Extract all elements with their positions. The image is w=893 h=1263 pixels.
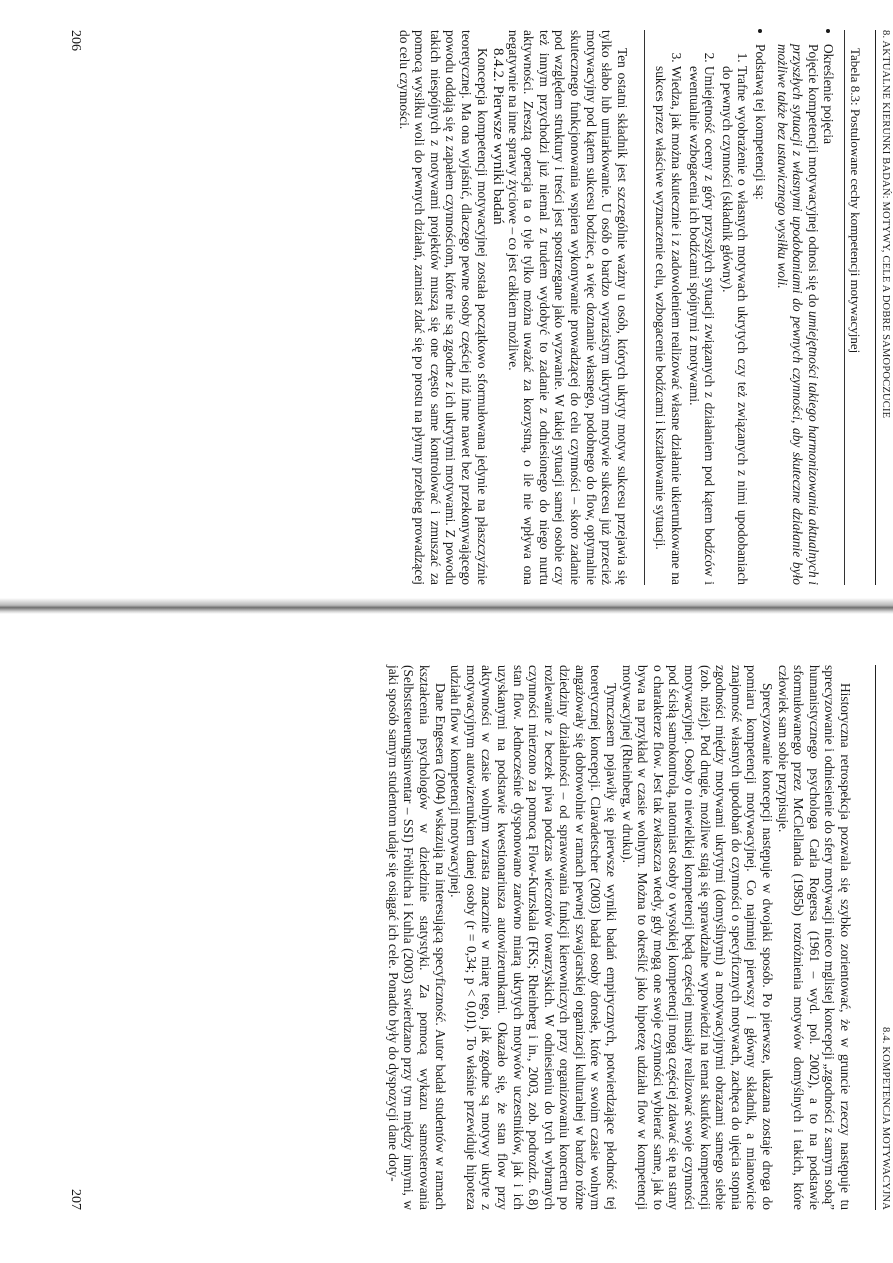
definition-text: Pojęcie kompetencji motywacyjnej odnosi się do [805, 44, 821, 312]
paragraph: Dane Engesera (2004) wskazują na interesującą specyficzność. Autor badał studentów w ramach kształcenia psychologów w dziedzinie statystyki. Za pomocą wykazu samosterowania (Selbststeuerungsinventar – SSI) Fröhlicha i Kuhla (2003) stwierdzano przy tym między innymi, w jaki sposób samym studentom udaje się osiągać ich cele. Ponadto były do dyspozycji dane doty- [385, 665, 448, 1210]
right-text-column [385, 665, 853, 1210]
table-bullets [653, 30, 837, 585]
section-title: 8.4.2. Pierwsze wyniki badań [490, 48, 507, 225]
right-page [51, 650, 893, 1230]
table-bullet-basis [653, 44, 768, 585]
paragraph: Sprecyzowanie koncepcji następuje w dwojaki sposób. Po pierwsze, ukazana zostaje droga do pomiaru kompetencji motywacyjnej. Co najmniej pierwszy i główny składnik, a mianowicie znajomość własnych upodobań do czynności o specyficznych motywach, zachęca do ujęcia stopnia zgodności między motywami ukrytymi (domyślnymi) a motywacyjnymi obrazami samego siebie (zob. niżej). Pod drugie, możliwe stają się sprawdzalne wypowiedzi na temat skutków kompetencji motywacyjnej. Osoby o niewielkiej kompetencji będą częściej musiały realizować swoje czynności pod ścisłą samokontrolą, natomiast osoby o wysokiej kompetencji mogą częściej zdawać się na stany o charakterze flow. Jest tak zwłaszcza wtedy, gdy mogą one swoje czynności wybierać same, jak to bywa na przykład w czasie wolnym. Można to określić jako hipotezę udziału flow w kompetencji motywacyjnej (Rheinberg, w druku). [619, 665, 776, 1210]
running-header-left: 8. AKTUALNE KIERUNKI BADAŃ: MOTYWY, CELE A DOBRE SAMOPOCZUCIE [880, 30, 891, 419]
definition-heading: Określenie pojęcia [821, 44, 837, 145]
left-text-column [396, 30, 863, 585]
paragraph: Koncepcja kompetencji motywacyjnej została początkowo sformułowana jedynie na płaszczyźnie teoretycznej. Ma ona wyjaśnić, dlaczego pewne osoby częściej niż inne nawet bez przekonywającego powodu oddają się z zapałem czynnościom, które nie są zgodne z ich ukrytymi motywami. Z powodu takich niespójnych z motywami projektów muszą się one często same kontrolować i zmuszać za pomocą wysiłku woli do pewnych działań, zamiast zdać się po prostu na płynny przebieg prowadzącej do celu czynności. [396, 30, 490, 585]
basis-points [653, 44, 751, 585]
left-page [51, 20, 893, 590]
page-number-left: 206 [68, 30, 83, 51]
binding-gutter [0, 598, 893, 614]
header-rule [875, 30, 876, 585]
table-rule-top [844, 30, 845, 585]
table-title: Tabela 8.3: Postulowane cechy kompetencji motywacyjnej [848, 48, 863, 354]
basis-heading: Podstawą tej kompetencji są: [753, 44, 769, 200]
paragraph: Historyczna retrospekcja pozwala się szybko zorientować, że w gruncie rzeczy następuje tu sprecyzowanie i odniesienie do sfery motywacji nieco mglistej koncepcji „zgodności z samym sobą” humanistycznego psychologa Carla Rogersa (1961 – wyd. pol. 2002), a to na podstawie sformułowanego przez McClellanda (1985b) rozróżnienia motywów domyślnych i takich, które człowiek sam sobie przypisuje. [775, 665, 853, 1210]
table-bullet-definition [774, 44, 836, 585]
basis-point: 1. Trafne wyobrażenie o własnych motywach ukrytych czy też związanych z nimi upodobaniach do pewnych czynności (składnik główny). [719, 66, 750, 585]
definition-text-italic: umiejętności takiego harmonizowania aktualnych i przyszłych sytuacji z własnymi upodobaniami do pewnych czynności, aby skuteczne działanie było możliwe także bez ustawicznego wysiłku woli. [774, 44, 821, 585]
table-rule-bottom [644, 30, 645, 585]
running-header-right: 8.4. KOMPETENCJA MOTYWACYJNA [880, 1027, 891, 1210]
page-number-right: 207 [68, 1189, 83, 1210]
basis-point: 3. Wiedza, jak można skutecznie i z zadowoleniem realizować własne działanie ukierunkowane na sukces przez właściwe wyznaczenie celu, wzbogacenie bodźcami i kształtowanie sytuacji. [653, 66, 684, 585]
paragraph: Ten ostatni składnik jest szczególnie ważny u osób, których ukryty motyw sukcesu przejawia się tylko słabo lub umiarkowanie. U osób o bardzo wyrazistym ukrytym motywie sukcesu już przecież motywacyjny pod kątem sukcesu bodziec, a więc doznanie własnego, podobnego do flow, optymalnie skutecznego funkcjonowania wspiera wykonywanie prowadzącej do celu czynności – skoro zadanie pod względem struktury i treści jest spostrzegane jako wyzwanie. W takiej sytuacji samej osobie czy też innym przychodzi już niemal z trudem wydobyć to zadanie z odniesionego do niego nurtu aktywności. Zresztą operacja ta o tyle tylko można uważać za korzystną, o ile nie wpływa ona negatywnie na inne sprawy życiowe – co jest całkiem możliwe. [505, 30, 630, 585]
basis-point: 2. Umiejętność oceny z góry przyszłych sytuacji związanych z działaniem pod kątem bodźców i ewentualnie wzbogacenia ich bodźcami spójnymi z motywami. [686, 66, 717, 585]
paragraph: Tymczasem pojawiły się pierwsze wyniki badań empirycznych, potwierdzające płodność tej teoretycznej koncepcji. Clavadetscher (2003) badał osoby dorosłe, które w swoim czasie wolnym angażowały się dobrowolnie w ramach pewnej szwajcarskiej organizacji kulturalnej w bardzo różne dziedziny działalności – od sprawowania funkcji kierowniczych przy organizowaniu koncertu po rozlewanie z beczek piwa podczas wieczorów towarzyskich. W odniesieniu do tych wybranych czynności mierzono za pomocą Flow-Kurzskala (FKS; Rheinberg i in., 2003, zob. podrozdz. 6.8) stan flow. Jednocześnie dysponowano zarówno miarą ukrytych motywów uczestników, jak i ich uzyskanymi na podstawie kwestionariusza autowizerunkami. Okazało się, że stan flow przy aktywności w czasie wolnym wzrasta znacznie w miarę tego, jak zgodne są motywy ukryte z motywacyjnym autowizerunkiem danej osoby (r = 0,34; p < 0,01). To właśnie przewiduje hipoteza udziału flow w kompetencji motywacyjnej. [448, 665, 620, 1210]
header-rule [875, 665, 876, 1210]
